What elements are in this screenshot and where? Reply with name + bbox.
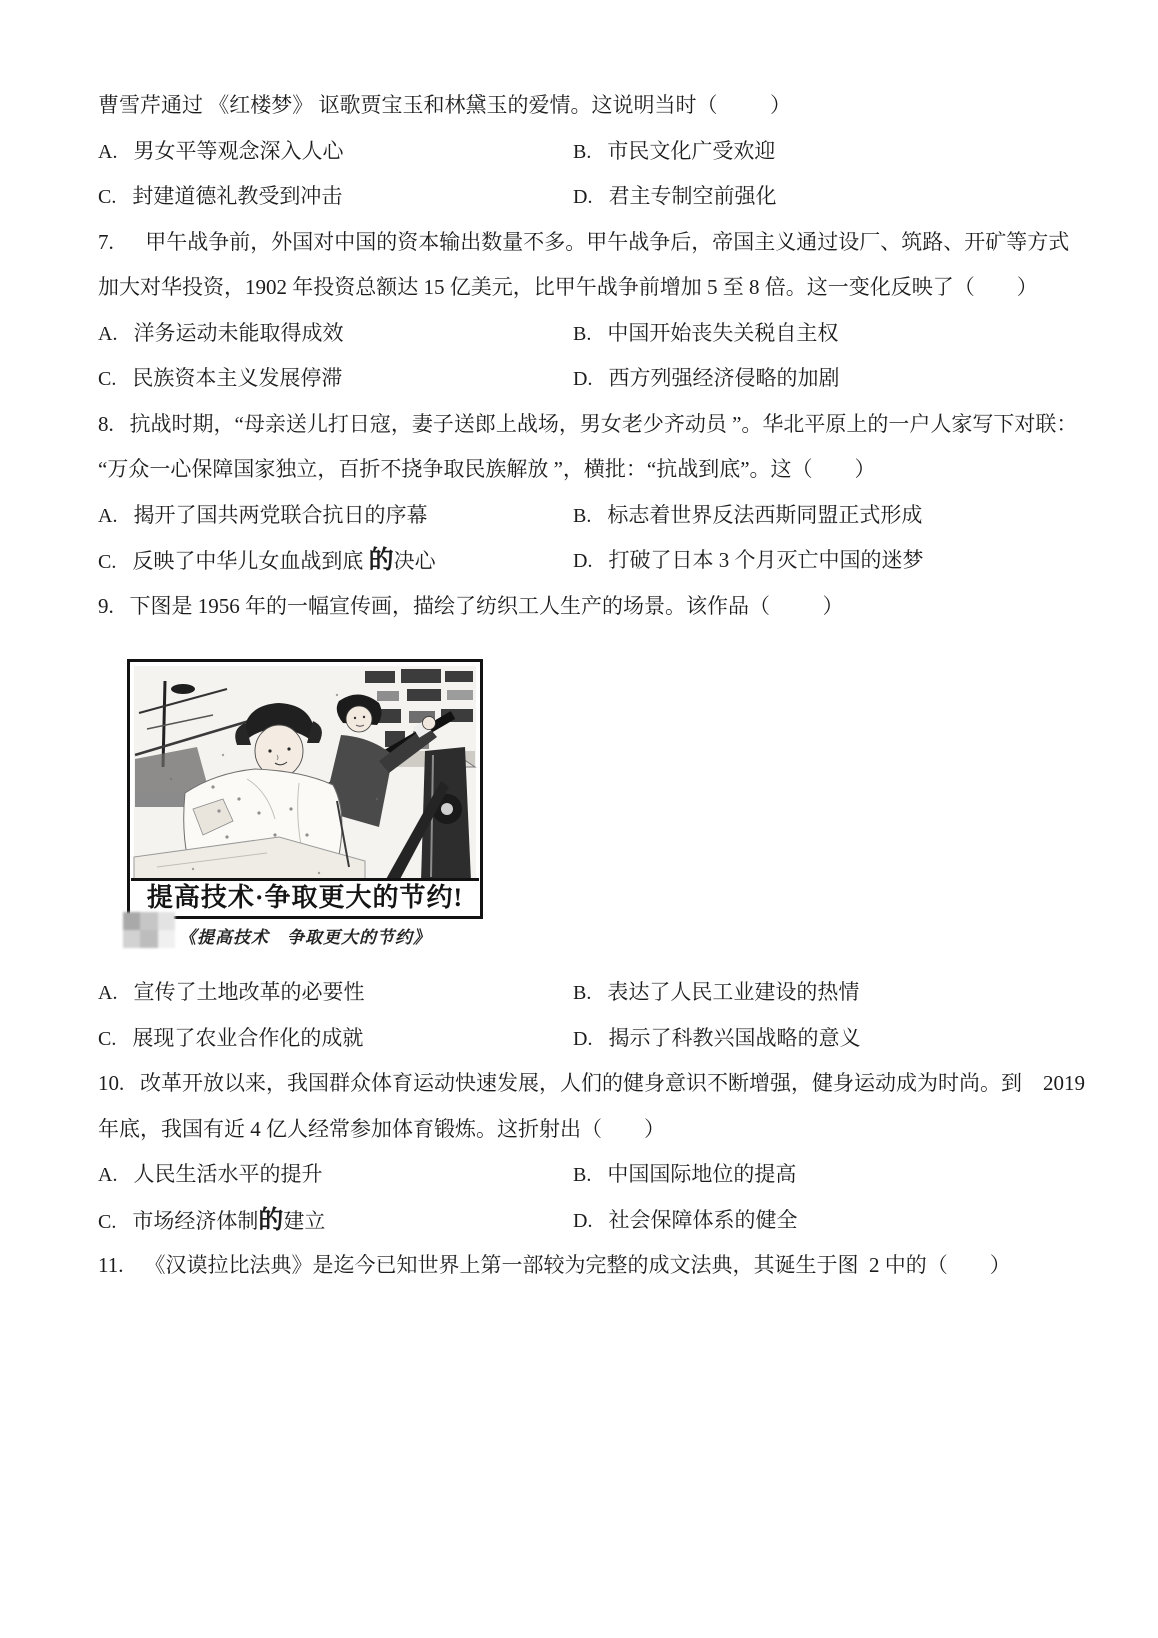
- poster-caption: 《提高技术 争取更大的节约》: [179, 928, 431, 947]
- option-text: 宣传了土地改革的必要性: [133, 980, 365, 1004]
- watermark-blur: [123, 912, 175, 948]
- option-label: A.: [98, 1164, 118, 1186]
- option-label: B.: [573, 140, 592, 163]
- option-text: 揭示了科教兴国战略的意义: [608, 1025, 861, 1050]
- option-label: B.: [573, 982, 592, 1004]
- question-10-stem-line-2: [98, 1107, 1068, 1153]
- option-text: 表达了人民工业建设的热情: [607, 980, 860, 1004]
- question-6-options-row-1: [98, 129, 1068, 175]
- stem-text: 11. 《汉谟拉比法典》是迄今已知世界上第一部较为完整的成文法典，其诞生于图 2 中的（ ）: [98, 1253, 1011, 1277]
- question-9-option-a: [98, 970, 573, 1017]
- question-9-option-d: [573, 1016, 1068, 1063]
- question-7-option-d: [573, 356, 1068, 403]
- question-10-stem-line-1: [98, 1061, 1085, 1107]
- question-7-stem-line-2: [98, 265, 1068, 311]
- question-8-option-d: [573, 538, 1068, 586]
- question-8-stem-line-1: [98, 402, 1078, 448]
- option-label: B.: [573, 1164, 592, 1186]
- propaganda-poster-image: [127, 659, 483, 919]
- option-label: B.: [573, 322, 592, 345]
- question-8-stem-line-2: [98, 447, 1068, 493]
- propaganda-poster: [127, 659, 483, 948]
- question-6-option-d: [573, 174, 1068, 221]
- question-11-stem: [98, 1243, 1068, 1289]
- option-text: 人民生活水平的提升: [133, 1162, 323, 1186]
- option-text: 打破了日本 3 个月灭亡中国的迷梦: [608, 548, 924, 572]
- option-text: 社会保障体系的健全: [608, 1207, 798, 1232]
- question-8-option-c: [98, 538, 573, 586]
- question-6-stem: [98, 83, 1068, 129]
- option-text: 君主专制空前强化: [608, 184, 777, 208]
- option-text: 展现了农业合作化的成就: [132, 1025, 364, 1050]
- question-9-options-row-2: [98, 1016, 1068, 1062]
- poster-slogan: 提高技术·争取更大的节约!: [146, 883, 464, 912]
- question-10-options-row-1: [98, 1152, 1068, 1198]
- question-8-options-row-2: [98, 538, 1068, 584]
- option-text: 男女平等观念深入人心: [133, 138, 344, 163]
- question-6-options-row-2: [98, 174, 1068, 220]
- question-10-option-c: [98, 1198, 573, 1246]
- option-label: A.: [98, 982, 118, 1004]
- stem-text: 10. 改革开放以来，我国群众体育运动快速发展，人们的健身意识不断增强，健身运动成为时尚。到 2019: [98, 1071, 1085, 1095]
- option-text: 洋务运动未能取得成效: [133, 320, 344, 345]
- stem-text: 7. 甲午战争前，外国对中国的资本输出数量不多。甲午战争后，帝国主义通过设厂、筑路、开矿等方式: [98, 229, 1070, 254]
- question-9-option-c: [98, 1016, 573, 1063]
- question-7-option-b: [573, 311, 1068, 358]
- option-text: 民族资本主义发展停滞: [132, 366, 343, 390]
- option-label: C.: [98, 1027, 117, 1050]
- option-label: C.: [98, 186, 117, 208]
- option-label: D.: [573, 550, 593, 572]
- stem-text: 9. 下图是 1956 年的一幅宣传画，描绘了纺织工人生产的场景。该作品（ ）: [98, 593, 844, 618]
- question-10-option-b: [573, 1152, 1068, 1199]
- question-8-options-row-1: [98, 493, 1068, 539]
- question-8-option-a: [98, 493, 573, 540]
- question-6-option-b: [573, 129, 1068, 176]
- stem-text: 年底，我国有近 4 亿人经常参加体育锻炼。这折射出（ ）: [98, 1116, 665, 1141]
- option-label: C.: [98, 1210, 117, 1233]
- question-7-option-c: [98, 356, 573, 403]
- question-7-option-a: [98, 311, 573, 358]
- option-label: C.: [98, 551, 117, 573]
- question-7-options-row-1: [98, 311, 1068, 357]
- option-label: A.: [98, 140, 118, 163]
- stem-text: “万众一心保障国家独立，百折不挠争取民族解放 ”，横批：“抗战到底”。这（ ）: [98, 457, 876, 481]
- option-text: 反映了中华儿女血战到底 的决心: [132, 547, 436, 574]
- option-text: 市场经济体制的建立: [132, 1206, 326, 1234]
- option-text: 中国开始丧失关税自主权: [607, 320, 839, 345]
- stem-text: 加大对华投资，1902 年投资总额达 15 亿美元，比甲午战争前增加 5 至 8 倍。这一变化反映了（ ）: [98, 275, 1038, 299]
- option-label: B.: [573, 504, 592, 527]
- option-label: D.: [573, 1209, 593, 1232]
- question-9-option-b: [573, 970, 1068, 1017]
- question-6-option-a: [98, 129, 573, 176]
- option-label: D.: [573, 1027, 593, 1050]
- question-7-stem-line-1: [98, 220, 1068, 266]
- question-10-option-d: [573, 1198, 1068, 1246]
- option-label: D.: [573, 368, 593, 390]
- option-label: C.: [98, 368, 117, 390]
- question-9-stem: [98, 584, 1068, 630]
- option-text: 标志着世界反法西斯同盟正式形成: [607, 502, 923, 527]
- option-label: A.: [98, 504, 118, 527]
- option-label: A.: [98, 322, 118, 345]
- option-text: 市民文化广受欢迎: [607, 138, 776, 163]
- option-text: 西方列强经济侵略的加剧: [608, 366, 840, 390]
- stem-text: 曹雪芹通过 《红楼梦》 讴歌贾宝玉和林黛玉的爱情。这说明当时（ ）: [98, 93, 791, 117]
- question-10-option-a: [98, 1152, 573, 1199]
- option-text: 封建道德礼教受到冲击: [132, 184, 343, 208]
- option-label: D.: [573, 186, 593, 208]
- question-9-options-row-1: [98, 970, 1068, 1016]
- question-7-options-row-2: [98, 356, 1068, 402]
- question-8-option-b: [573, 493, 1068, 540]
- option-text: 中国国际地位的提高: [607, 1162, 797, 1186]
- question-10-options-row-2: [98, 1198, 1068, 1244]
- question-6-option-c: [98, 174, 573, 221]
- option-text: 揭开了国共两党联合抗日的序幕: [133, 502, 428, 527]
- stem-text: 8. 抗战时期，“母亲送儿打日寇，妻子送郎上战场，男女老少齐动员 ”。华北平原上的一户人家写下对联：: [98, 411, 1078, 436]
